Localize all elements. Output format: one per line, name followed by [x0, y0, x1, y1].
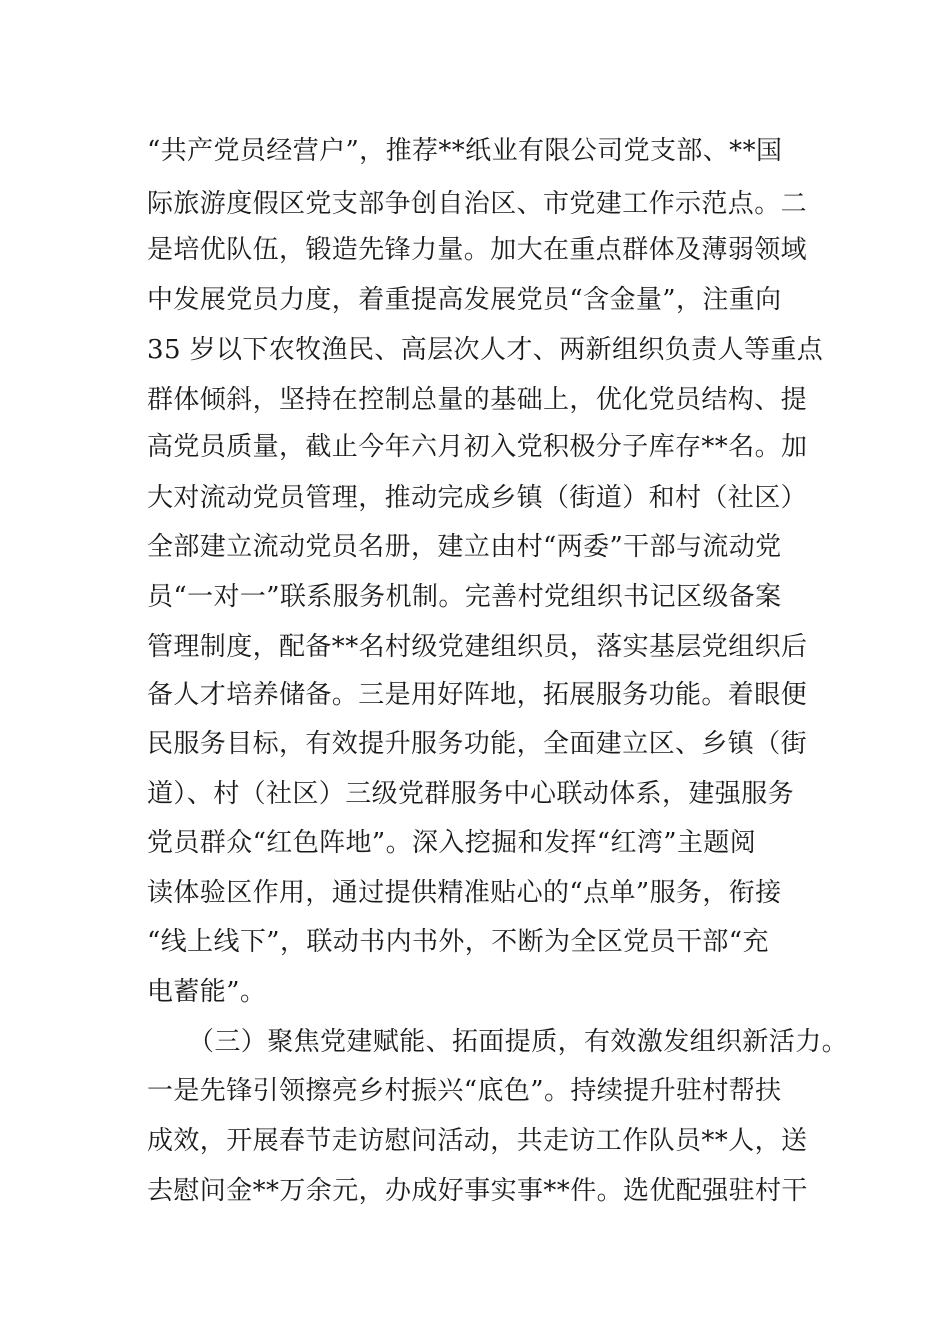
text-line: 电蓄能”。 — [147, 977, 267, 1007]
text-line: 是培优队伍，锻造先锋力量。加大在重点群体及薄弱领域 — [147, 235, 808, 265]
text-line: 大对流动党员管理，推动完成乡镇（街道）和村（社区） — [147, 483, 808, 513]
text-line: 中发展党员力度，着重提高发展党员“含金量”，注重向 — [147, 285, 782, 315]
text-line: 员“一对一”联系服务机制。完善村党组织书记区级备案 — [147, 582, 782, 612]
text-line: 35 岁以下农牧渔民、高层次人才、两新组织负责人等重点 — [147, 335, 824, 365]
text-line: 成效，开展春节走访慰问活动，共走访工作队员**人，送 — [147, 1126, 808, 1156]
text-line: 际旅游度假区党支部争创自治区、市党建工作示范点。二 — [147, 189, 808, 219]
text-line: 道）、村（社区）三级党群服务中心联动体系，建强服务 — [147, 779, 795, 809]
text-line: 读体验区作用，通过提供精准贴心的“点单”服务，衔接 — [147, 878, 782, 908]
text-line: 管理制度，配备**名村级党建组织员，落实基层党组织后 — [147, 632, 808, 662]
section-heading: （三）聚焦党建赋能、拓面提质，有效激发组织新活力。 — [188, 1027, 849, 1057]
text-line: 高党员质量，截止今年六月初入党积极分子库存**名。加 — [147, 432, 808, 462]
text-line: 备人才培养储备。三是用好阵地，拓展服务功能。着眼便 — [147, 680, 808, 710]
text-line: 去慰问金**万余元，办成好事实事**件。选优配强驻村干 — [147, 1176, 808, 1206]
text-line: 民服务目标，有效提升服务功能，全面建立区、乡镇（街 — [147, 729, 808, 759]
text-line: “共产党员经营户”，推荐**纸业有限公司党支部、**国 — [147, 136, 783, 166]
text-line: 全部建立流动党员名册，建立由村“两委”干部与流动党 — [147, 532, 782, 562]
text-line: 群体倾斜，坚持在控制总量的基础上，优化党员结构、提 — [147, 385, 808, 415]
text-line: 党员群众“红色阵地”。深入挖掘和发挥“红湾”主题阅 — [147, 828, 757, 858]
text-line: 一是先锋引领擦亮乡村振兴“底色”。持续提升驻村帮扶 — [147, 1076, 782, 1106]
text-line: “线上线下”，联动书内书外，不断为全区党员干部“充 — [147, 927, 769, 957]
